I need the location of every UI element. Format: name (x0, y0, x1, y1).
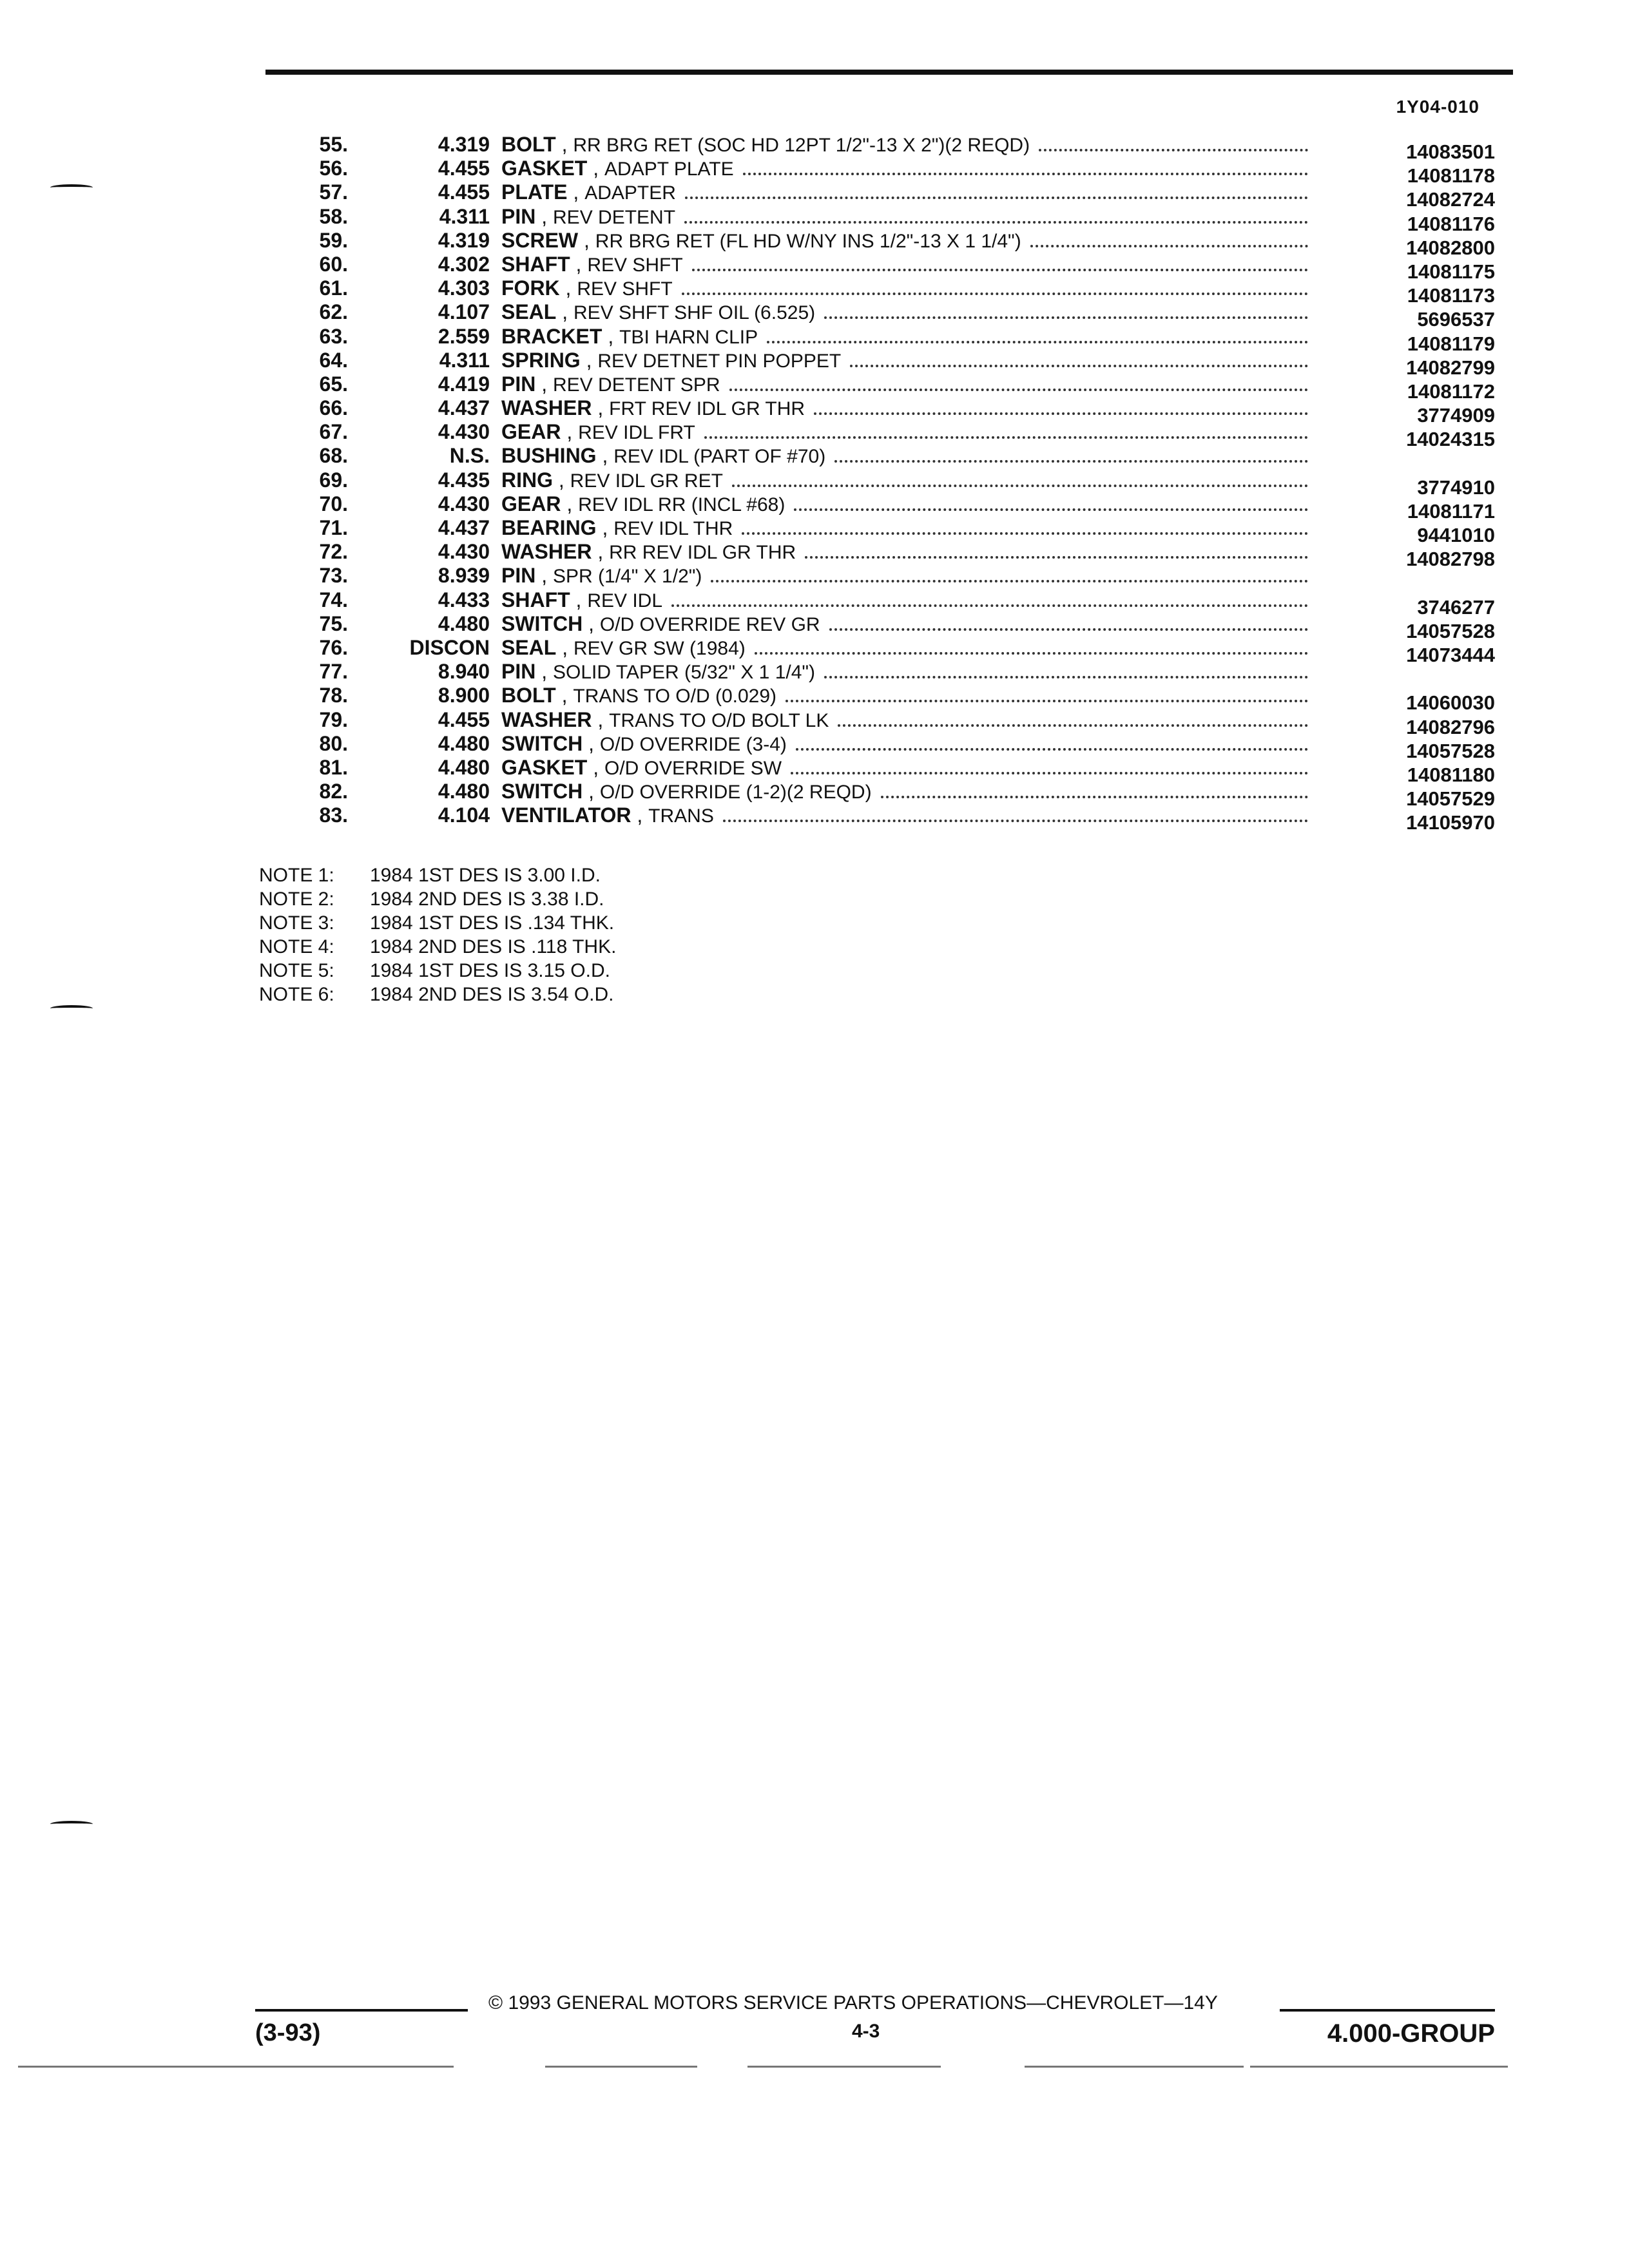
item-number: 82. (319, 780, 348, 803)
part-row (284, 157, 1495, 187)
name-separator: , (535, 204, 554, 228)
part-name: GASKET (501, 755, 588, 779)
part-description (501, 180, 1308, 205)
bottom-rule (18, 2066, 454, 2068)
group-number: 4.104 (438, 803, 490, 827)
part-description (501, 157, 1308, 181)
part-row (284, 252, 1495, 283)
part-description (501, 660, 1308, 684)
part-detail: ADAPTER (584, 182, 676, 204)
part-row (284, 396, 1495, 427)
group-number: 4.435 (438, 468, 490, 492)
note-label: NOTE 1: (259, 865, 334, 886)
part-name: WASHER (501, 707, 592, 731)
item-number: 83. (319, 803, 348, 827)
part-number: 14057529 (1406, 787, 1495, 811)
item-number: 73. (319, 564, 348, 588)
part-description (501, 756, 1308, 780)
part-row (284, 660, 1495, 684)
part-name: PIN (501, 372, 536, 396)
part-number: 14082798 (1406, 548, 1495, 571)
part-number: 3774909 (1417, 404, 1495, 427)
name-separator: , (592, 396, 610, 420)
name-separator: , (580, 348, 598, 372)
item-number: 69. (319, 468, 348, 492)
part-description (501, 684, 1308, 708)
part-row (284, 755, 1495, 786)
item-number: 58. (319, 204, 348, 228)
part-detail: RR BRG RET (FL HD W/NY INS 1/2"-13 X 1 1/4") (595, 230, 1021, 252)
part-description (501, 564, 1308, 588)
name-separator: , (535, 660, 554, 684)
name-separator: , (559, 276, 577, 300)
dot-leader (794, 508, 1308, 511)
item-number: 66. (319, 396, 348, 420)
dot-leader (829, 628, 1308, 631)
dot-leader (834, 460, 1308, 463)
note-text: 1984 1ST DES IS 3.00 I.D. (370, 865, 601, 886)
dot-leader (786, 700, 1308, 702)
part-detail: REV SHFT (577, 278, 673, 300)
part-description (501, 780, 1308, 804)
footer-rule-left (255, 2009, 468, 2012)
name-separator: , (583, 780, 600, 803)
item-number: 70. (319, 492, 348, 515)
item-number: 64. (319, 348, 348, 372)
part-number: 3774910 (1417, 476, 1495, 499)
dot-leader (824, 316, 1308, 319)
part-description (501, 276, 1308, 301)
name-separator: , (555, 133, 574, 156)
item-number: 78. (319, 684, 348, 707)
group-number: 4.455 (438, 707, 490, 731)
note-label: NOTE 4: (259, 936, 334, 957)
part-name: PIN (501, 564, 536, 588)
part-description (501, 540, 1308, 564)
part-row (284, 133, 1495, 163)
item-number: 79. (319, 707, 348, 731)
part-number: 14082724 (1406, 188, 1495, 211)
footer-page-number: 4-3 (852, 2021, 880, 2042)
name-separator: , (592, 540, 610, 564)
part-description (501, 229, 1308, 253)
part-name: FORK (501, 276, 560, 300)
part-row (284, 204, 1495, 235)
part-row (284, 731, 1495, 762)
dot-leader (767, 341, 1308, 343)
dot-leader (723, 820, 1308, 822)
part-detail: RR REV IDL GR THR (609, 542, 796, 564)
part-detail: REV DETENT SPR (553, 374, 720, 396)
part-detail: ADAPT PLATE (604, 159, 734, 180)
part-number: 14060030 (1406, 691, 1495, 715)
part-name: SPRING (501, 348, 581, 372)
item-number: 76. (319, 635, 348, 659)
part-number: 14083501 (1406, 140, 1495, 163)
part-description (501, 588, 1308, 613)
item-number: 80. (319, 731, 348, 755)
note-text: 1984 2ND DES IS 3.54 O.D. (370, 984, 614, 1005)
part-name: VENTILATOR (501, 803, 631, 827)
parts-list (284, 133, 1495, 834)
group-number: 4.455 (438, 157, 490, 180)
part-detail: REV IDL GR RET (570, 470, 723, 492)
part-row (284, 228, 1495, 259)
binder-hole-mark (50, 184, 93, 191)
part-number: 14081180 (1407, 763, 1495, 786)
part-name: BOLT (501, 133, 556, 156)
part-name: GEAR (501, 420, 561, 444)
group-number: 4.480 (438, 755, 490, 779)
note-row (259, 959, 616, 983)
group-number: 8.940 (438, 660, 490, 684)
part-detail: FRT REV IDL GR THR (609, 398, 805, 420)
part-detail: SOLID TAPER (5/32" X 1 1/4") (553, 662, 816, 684)
item-number: 62. (319, 300, 348, 324)
group-number: 4.430 (438, 420, 490, 444)
part-description (501, 468, 1308, 493)
note-text: 1984 2ND DES IS .118 THK. (370, 936, 617, 957)
part-description (501, 349, 1308, 373)
item-number: 65. (319, 372, 348, 396)
group-number: 8.939 (438, 564, 490, 588)
item-number: 59. (319, 228, 348, 252)
group-number: 4.430 (438, 540, 490, 564)
dot-leader (1030, 245, 1308, 247)
part-detail: REV GR SW (1984) (574, 637, 746, 659)
part-name: BUSHING (501, 444, 597, 468)
part-row (284, 276, 1495, 307)
note-label: NOTE 5: (259, 960, 334, 981)
item-number: 55. (319, 133, 348, 156)
name-separator: , (631, 803, 649, 827)
group-number: 4.437 (438, 396, 490, 420)
dot-leader (685, 197, 1308, 199)
dot-leader (704, 436, 1308, 439)
part-row (284, 516, 1495, 546)
group-number: 4.437 (438, 516, 490, 539)
part-name: GEAR (501, 492, 561, 515)
part-number: 14057528 (1406, 619, 1495, 642)
part-description (501, 492, 1308, 517)
footer-rule-right (1280, 2009, 1495, 2012)
name-separator: , (602, 324, 620, 348)
group-number: 4.302 (438, 252, 490, 276)
name-separator: , (567, 180, 585, 204)
part-detail: REV SHFT (587, 254, 683, 276)
item-number: 61. (319, 276, 348, 300)
dot-leader (743, 173, 1308, 175)
part-row (284, 468, 1495, 499)
dot-leader (671, 604, 1308, 607)
name-separator: , (596, 444, 614, 468)
bottom-rule (1025, 2066, 1244, 2068)
part-detail: REV DETENT (553, 206, 676, 228)
dot-leader (791, 772, 1308, 774)
part-name: SWITCH (501, 780, 583, 803)
note-label: NOTE 2: (259, 889, 334, 910)
part-detail: REV DETNET PIN POPPET (597, 350, 842, 372)
note-row (259, 911, 616, 935)
name-separator: , (578, 228, 595, 252)
part-name: WASHER (501, 396, 592, 420)
name-separator: , (587, 755, 605, 779)
part-row (284, 492, 1495, 523)
part-detail: O/D OVERRIDE REV GR (599, 613, 820, 635)
part-name: WASHER (501, 540, 592, 564)
name-separator: , (535, 564, 554, 588)
part-row (284, 180, 1495, 211)
group-number: 4.107 (438, 300, 490, 324)
group-number: 4.430 (438, 492, 490, 515)
notes-list (259, 863, 616, 1006)
part-row (284, 348, 1495, 379)
part-number: 14073444 (1406, 643, 1495, 666)
item-number: 63. (319, 324, 348, 348)
part-name: SCREW (501, 228, 579, 252)
part-name: SEAL (501, 300, 557, 324)
name-separator: , (570, 252, 588, 276)
note-row (259, 983, 616, 1006)
part-detail: REV IDL (587, 590, 663, 611)
part-name: PIN (501, 660, 536, 684)
bottom-rule (747, 2066, 941, 2068)
group-number: 4.419 (438, 372, 490, 396)
part-name: RING (501, 468, 553, 492)
part-row (284, 803, 1495, 834)
note-row (259, 887, 616, 911)
part-description (501, 732, 1308, 756)
footer-copyright: © 1993 GENERAL MOTORS SERVICE PARTS OPERATIONS—CHEVROLET—14Y (488, 1992, 1218, 2013)
part-detail: REV IDL THR (613, 518, 733, 539)
part-row (284, 372, 1495, 403)
part-description (501, 636, 1308, 660)
group-number: 4.433 (438, 588, 490, 611)
part-description (501, 708, 1308, 733)
group-number: 4.480 (438, 611, 490, 635)
part-row (284, 324, 1495, 355)
item-number: 81. (319, 755, 348, 779)
part-description (501, 516, 1308, 541)
dot-leader (742, 532, 1308, 535)
dot-leader (1039, 149, 1308, 151)
group-number: 4.319 (438, 228, 490, 252)
part-detail: TRANS (648, 805, 714, 827)
group-number: 4.480 (438, 780, 490, 803)
item-number: 67. (319, 420, 348, 444)
part-detail: REV IDL (PART OF #70) (613, 446, 826, 468)
part-name: SWITCH (501, 731, 583, 755)
part-detail: TRANS TO O/D BOLT LK (609, 709, 829, 731)
part-row (284, 707, 1495, 738)
item-number: 60. (319, 252, 348, 276)
part-description (501, 396, 1308, 421)
name-separator: , (587, 157, 605, 180)
part-detail: O/D OVERRIDE (1-2)(2 REQD) (599, 782, 872, 803)
part-detail: REV IDL RR (INCL #68) (578, 494, 786, 515)
dot-leader (755, 652, 1308, 655)
part-number: 14081173 (1407, 284, 1495, 307)
binder-hole-mark (50, 1005, 93, 1012)
name-separator: , (553, 468, 570, 492)
part-number: 14082800 (1406, 236, 1495, 259)
part-number: 14105970 (1406, 811, 1495, 834)
item-number: 75. (319, 611, 348, 635)
part-description (501, 372, 1308, 397)
page-code: 1Y04-010 (1396, 97, 1480, 117)
part-detail: REV SHFT SHF OIL (6.525) (574, 302, 816, 324)
name-separator: , (583, 611, 600, 635)
note-label: NOTE 6: (259, 984, 334, 1005)
part-row (284, 444, 1495, 468)
header-rule (265, 70, 1513, 75)
dot-leader (796, 748, 1308, 751)
note-text: 1984 2ND DES IS 3.38 I.D. (370, 889, 604, 910)
bottom-rule (545, 2066, 697, 2068)
item-number: 71. (319, 516, 348, 539)
bottom-rule (1250, 2066, 1508, 2068)
part-name: BRACKET (501, 324, 602, 348)
part-name: BOLT (501, 684, 556, 707)
part-number: 14024315 (1406, 428, 1495, 451)
note-text: 1984 1ST DES IS 3.15 O.D. (370, 960, 610, 981)
part-description (501, 612, 1308, 637)
group-number: 4.311 (439, 204, 490, 228)
part-number: 14082799 (1406, 356, 1495, 379)
part-description (501, 300, 1308, 325)
part-detail: TBI HARN CLIP (619, 326, 758, 348)
name-separator: , (592, 707, 610, 731)
part-name: PLATE (501, 180, 568, 204)
dot-leader (838, 724, 1308, 727)
note-text: 1984 1ST DES IS .134 THK. (370, 912, 615, 934)
group-number: 2.559 (438, 324, 490, 348)
part-number: 14081179 (1407, 332, 1495, 355)
name-separator: , (556, 635, 574, 659)
part-name: SWITCH (501, 611, 583, 635)
part-name: SHAFT (501, 588, 570, 611)
name-separator: , (535, 372, 554, 396)
part-row (284, 300, 1495, 331)
part-number: 14081176 (1407, 212, 1495, 235)
part-name: SEAL (501, 635, 557, 659)
dot-leader (732, 485, 1308, 487)
dot-leader (684, 221, 1308, 224)
name-separator: , (583, 731, 600, 755)
name-separator: , (556, 300, 574, 324)
part-row (284, 564, 1495, 588)
part-number: 5696537 (1417, 308, 1495, 331)
part-number: 14082796 (1406, 715, 1495, 738)
group-number: 8.900 (438, 684, 490, 707)
part-row (284, 420, 1495, 451)
dot-leader (682, 293, 1308, 295)
dot-leader (850, 365, 1308, 367)
note-row (259, 863, 616, 887)
part-row (284, 588, 1495, 619)
part-row (284, 635, 1495, 666)
part-description (501, 325, 1308, 349)
dot-leader (824, 676, 1308, 678)
part-name: BEARING (501, 516, 597, 539)
name-separator: , (561, 420, 579, 444)
part-number: 14057528 (1406, 739, 1495, 762)
part-name: GASKET (501, 157, 588, 180)
part-description (501, 133, 1308, 157)
name-separator: , (555, 684, 574, 707)
part-number: 14081171 (1407, 499, 1495, 523)
part-description (501, 444, 1308, 468)
binder-hole-mark (50, 1821, 93, 1827)
item-number: 72. (319, 540, 348, 564)
footer-group: 4.000-GROUP (1327, 2019, 1495, 2048)
item-number: 77. (319, 660, 348, 684)
group-number: DISCON (409, 635, 490, 659)
part-detail: RR BRG RET (SOC HD 12PT 1/2"-13 X 2")(2 REQD) (573, 135, 1030, 156)
part-description (501, 420, 1308, 445)
part-detail: TRANS TO O/D (0.029) (573, 686, 777, 707)
part-description (501, 253, 1308, 277)
item-number: 56. (319, 157, 348, 180)
part-name: SHAFT (501, 252, 570, 276)
part-row (284, 611, 1495, 642)
part-description (501, 803, 1308, 828)
part-name: PIN (501, 204, 536, 228)
dot-leader (881, 796, 1308, 798)
group-number: 4.319 (438, 133, 490, 156)
name-separator: , (570, 588, 588, 611)
group-number: 4.311 (439, 348, 490, 372)
part-number: 14081178 (1407, 164, 1495, 187)
name-separator: , (596, 516, 614, 539)
part-row (284, 684, 1495, 715)
dot-leader (711, 580, 1308, 582)
group-number: 4.455 (438, 180, 490, 204)
part-description (501, 205, 1308, 229)
note-label: NOTE 3: (259, 912, 334, 934)
dot-leader (692, 269, 1308, 271)
item-number: 74. (319, 588, 348, 611)
part-detail: O/D OVERRIDE (3-4) (599, 733, 787, 755)
group-number: 4.303 (438, 276, 490, 300)
item-number: 68. (319, 444, 348, 468)
part-detail: O/D OVERRIDE SW (604, 757, 782, 779)
part-detail: SPR (1/4" X 1/2") (553, 566, 702, 588)
name-separator: , (561, 492, 579, 515)
group-number: 4.480 (438, 731, 490, 755)
item-number: 57. (319, 180, 348, 204)
part-detail: REV IDL FRT (578, 422, 695, 444)
part-number: 9441010 (1417, 524, 1495, 546)
part-number: 3746277 (1417, 595, 1495, 619)
note-row (259, 935, 616, 959)
group-number: N.S. (449, 444, 490, 468)
dot-leader (805, 556, 1308, 559)
part-number: 14081172 (1407, 380, 1495, 403)
dot-leader (729, 389, 1308, 391)
part-row (284, 780, 1495, 811)
part-row (284, 540, 1495, 571)
footer-date: (3-93) (255, 2019, 321, 2046)
dot-leader (814, 412, 1308, 415)
part-number: 14081175 (1407, 260, 1495, 283)
